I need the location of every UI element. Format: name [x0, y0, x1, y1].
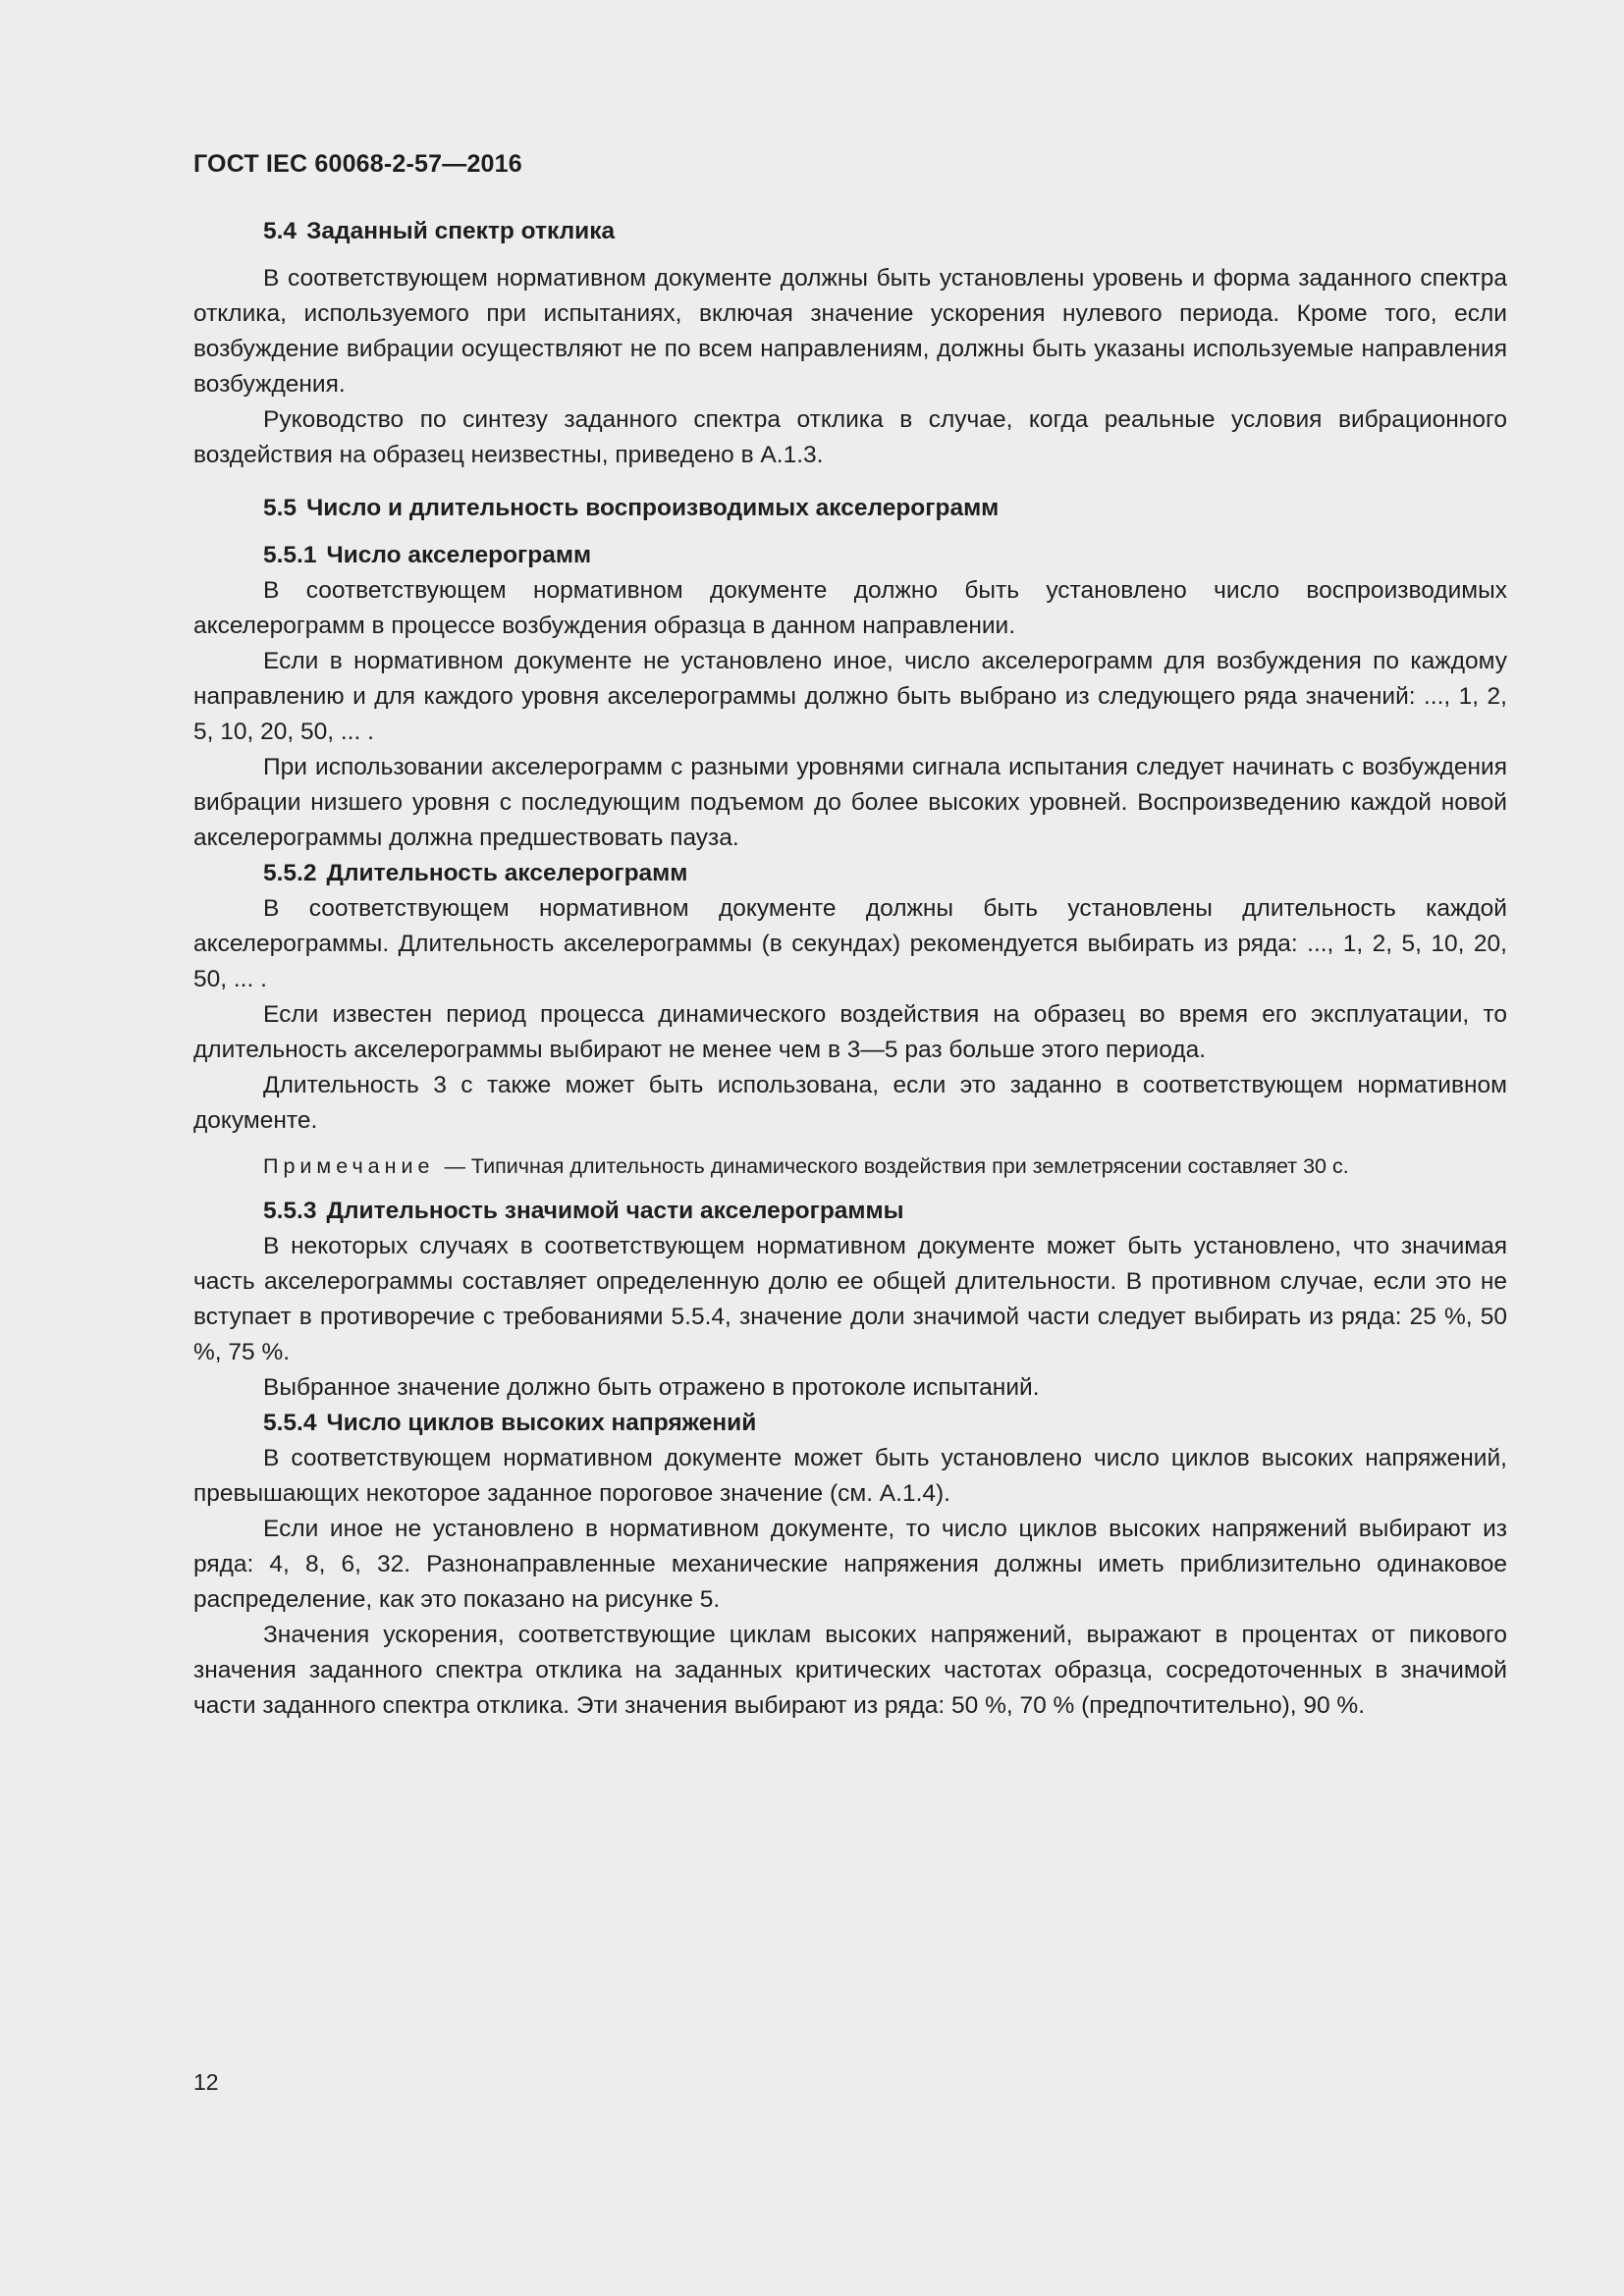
- section-title: Число циклов высоких напряжений: [326, 1410, 757, 1436]
- section-title: Заданный спектр отклика: [306, 218, 616, 244]
- paragraph: Длительность 3 с также может быть использована, если это заданно в соответствующем нормативном документе.: [193, 1072, 1507, 1134]
- page-number: 12: [193, 2069, 219, 2095]
- section-number: 5.5.2: [263, 860, 317, 886]
- section-heading-5-5: [193, 491, 1507, 526]
- paragraph: Значения ускорения, соответствующие циклам высоких напряжений, выражают в процентах от пикового значения заданного спектра отклика на заданных критических частотах образца, сосредоточенных в значимой части заданного спектра отклика. Эти значения выбирают из ряда: 50 %, 70 % (предпочтительно), 90 %.: [193, 1622, 1507, 1719]
- section-number: 5.5.3: [263, 1198, 317, 1224]
- paragraph: Если в нормативном документе не установлено иное, число акселерограмм для возбуждения по каждому направлению и для каждого уровня акселерограммы должно быть выбрано из следующего ряда значений: ..., 1, 2, 5, 10, 20, 50, ... .: [193, 648, 1507, 745]
- paragraph: В соответствующем нормативном документе должны быть установлены уровень и форма заданного спектра отклика, используемого при испытаниях, включая значение ускорения нулевого периода. Кроме того, если возбуждение вибрации осуществляют не по всем направлениям, должны быть указаны используемые направления возбуждения.: [193, 265, 1507, 398]
- document-header: ГОСТ IEC 60068-2-57—2016: [193, 150, 522, 178]
- section-title: Число и длительность воспроизводимых акселерограмм: [306, 495, 1000, 521]
- section-heading-5-5-3: [193, 1194, 1507, 1229]
- section-heading-5-4: [193, 214, 1507, 249]
- section-title: Длительность акселерограмм: [326, 860, 688, 886]
- section-heading-5-5-1: [193, 538, 1507, 573]
- paragraph: Выбранное значение должно быть отражено в протоколе испытаний.: [263, 1374, 1040, 1401]
- paragraph: Руководство по синтезу заданного спектра отклика в случае, когда реальные условия вибрационного воздействия на образец неизвестны, приведено в А.1.3.: [193, 406, 1507, 468]
- note: [193, 1150, 1507, 1182]
- note-text: — Типичная длительность динамического воздействия при землетрясении составляет 30 с.: [444, 1154, 1349, 1178]
- paragraph: При использовании акселерограмм с разными уровнями сигнала испытания следует начинать с возбуждения вибрации низшего уровня с последующим подъемом до более высоких уровней. Воспроизведению каждой новой акселерограммы должна предшествовать пауза.: [193, 754, 1507, 851]
- section-title: Число акселерограмм: [326, 542, 592, 568]
- section-title: Длительность значимой части акселерограммы: [326, 1198, 904, 1224]
- section-number: 5.5.4: [263, 1410, 317, 1436]
- section-number: 5.5: [263, 495, 298, 521]
- paragraph: В соответствующем нормативном документе может быть установлено число циклов высоких напряжений, превышающих некоторое заданное пороговое значение (см. А.1.4).: [193, 1445, 1507, 1507]
- section-number: 5.5.1: [263, 542, 317, 568]
- section-heading-5-5-4: [193, 1406, 1507, 1441]
- paragraph: В соответствующем нормативном документе должно быть установлено число воспроизводимых акселерограмм в процессе возбуждения образца в данном направлении.: [193, 577, 1507, 639]
- document-page: [193, 147, 1507, 1724]
- paragraph: В соответствующем нормативном документе должны быть установлены длительность каждой акселерограммы. Длительность акселерограммы (в секундах) рекомендуется выбирать из ряда: ..., 1, 2, 5, 10, 20, 50, ... .: [193, 895, 1507, 992]
- paragraph: Если известен период процесса динамического воздействия на образец во время его эксплуатации, то длительность акселерограммы выбирают не менее чем в 3—5 раз больше этого периода.: [193, 1001, 1507, 1063]
- section-number: 5.4: [263, 218, 298, 244]
- note-label: Примечание: [263, 1154, 435, 1178]
- paragraph: Если иное не установлено в нормативном документе, то число циклов высоких напряжений выбирают из ряда: 4, 8, 6, 32. Разнонаправленные механические напряжения должны иметь приблизительно одинаковое распределение, как это показано на рисунке 5.: [193, 1516, 1507, 1613]
- section-heading-5-5-2: [193, 856, 1507, 891]
- paragraph: В некоторых случаях в соответствующем нормативном документе может быть установлено, что значимая часть акселерограммы составляет определенную долю ее общей длительности. В противном случае, если это не вступает в противоречие с требованиями 5.5.4, значение доли значимой части следует выбирать из ряда: 25 %, 50 %, 75 %.: [193, 1233, 1507, 1365]
